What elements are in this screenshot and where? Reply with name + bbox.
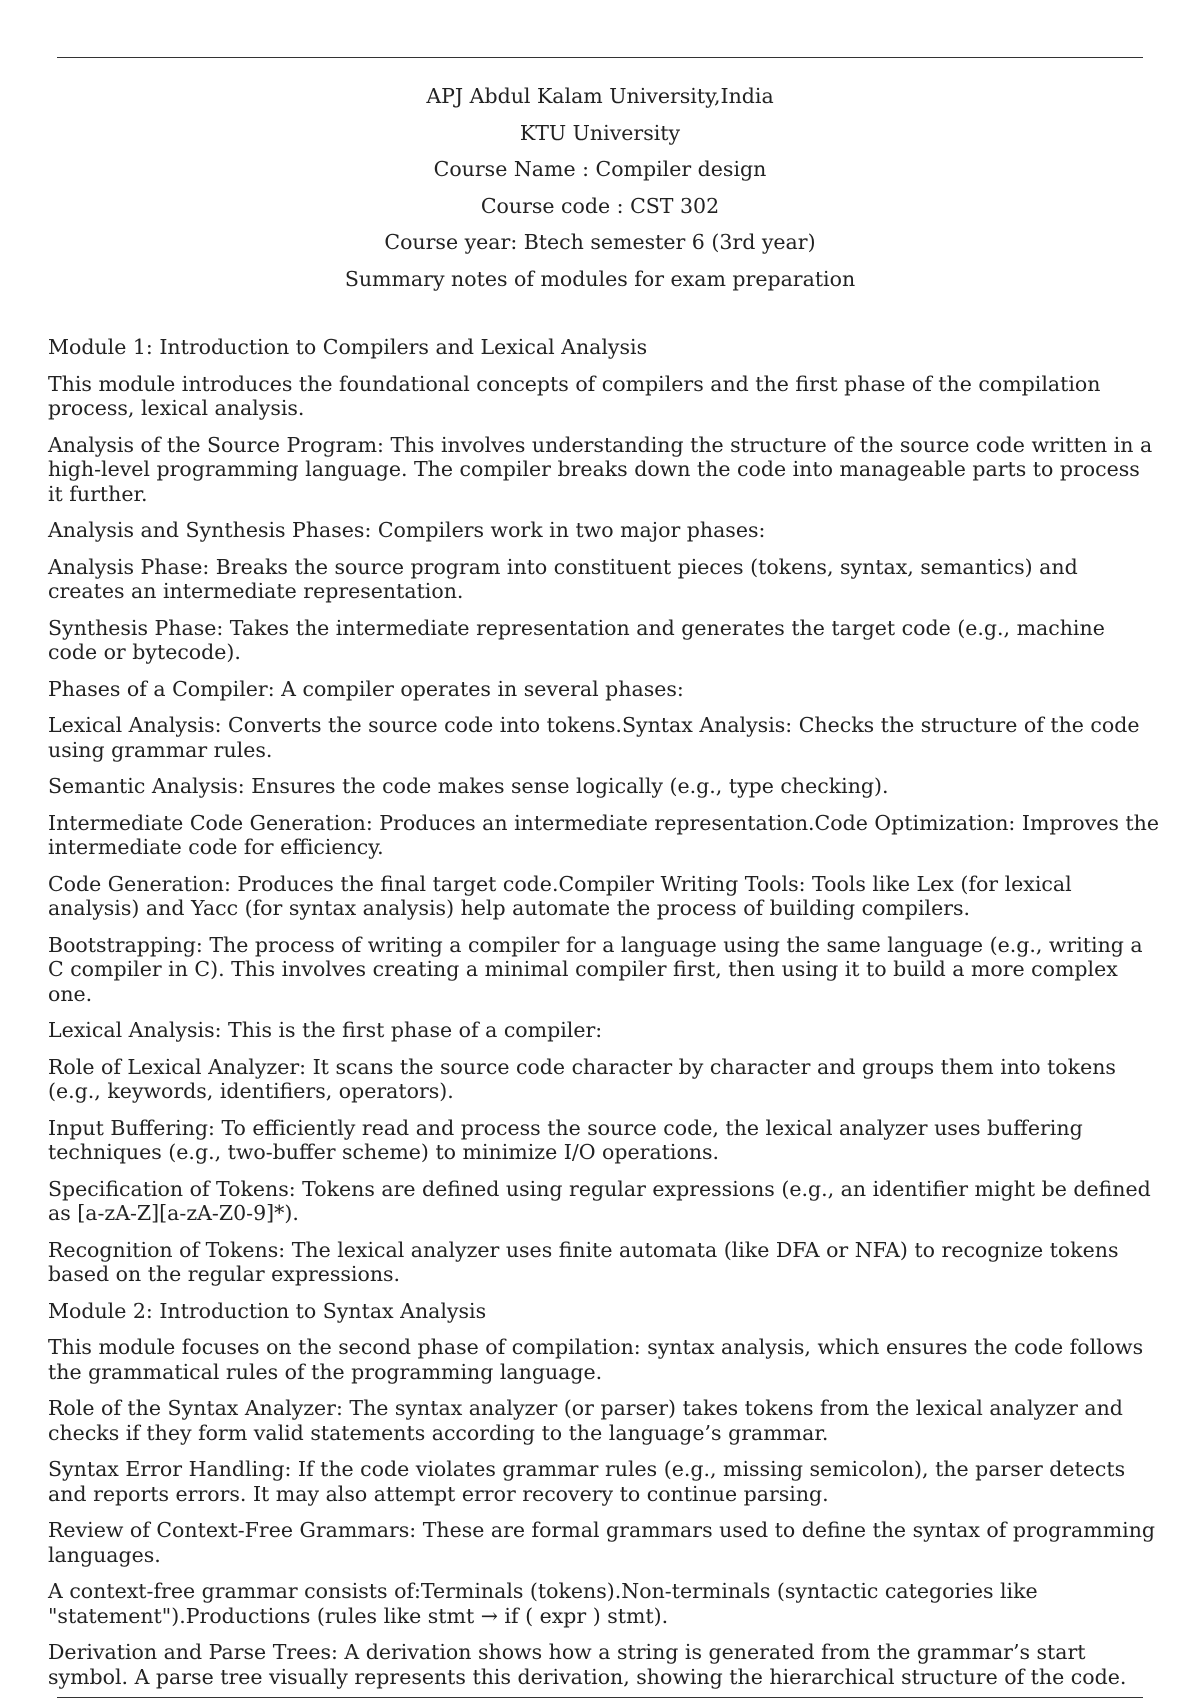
paragraph: Analysis and Synthesis Phases: Compilers work in two major phases: — [48, 518, 766, 542]
paragraph: A context-free grammar consists of:Terminals (tokens).Non-terminals (syntactic categories like "statement").Productions (rules like stmt → if ( expr ) stmt). — [48, 1579, 1038, 1628]
course-name: Course Name : Compiler design — [433, 157, 767, 181]
paragraph: Code Generation: Produces the final target code.Compiler Writing Tools: Tools like Lex (for lexical analysis) and Yacc (for syntax analysis) help automate the process of building compilers. — [48, 871, 1072, 920]
paragraph: Phases of a Compiler: A compiler operates in several phases: — [48, 676, 684, 701]
paragraph: Recognition of Tokens: The lexical analyzer uses finite automata (like DFA or NFA) to recognize tokens based on the regular expressions. — [48, 1237, 1119, 1286]
course-year: Course year: Btech semester 6 (3rd year) — [384, 230, 816, 254]
university-short-name: KTU University — [519, 120, 681, 145]
paragraph: Review of Context-Free Grammars: These are formal grammars used to define the syntax of programming languages. — [48, 1518, 1156, 1567]
paragraph: Analysis of the Source Program: This involves understanding the structure of the source code written in a high-level programming language. The compiler breaks down the code into manageable parts to process it further. — [48, 432, 1153, 506]
paragraph: Input Buffering: To efficiently read and process the source code, the lexical analyzer uses buffering techniques (e.g., two-buffer scheme) to minimize I/O operations. — [48, 1115, 1083, 1164]
bottom-rule — [57, 1697, 1143, 1698]
paragraph: Synthesis Phase: Takes the intermediate representation and generates the target code (e.g., machine code or bytecode). — [48, 615, 1105, 664]
module-2-heading: Module 2: Introduction to Syntax Analysis — [48, 1298, 487, 1323]
paragraph: Role of Lexical Analyzer: It scans the source code character by character and groups them into tokens (e.g., keywords, identifiers, operators). — [48, 1054, 1116, 1103]
paragraph: Analysis Phase: Breaks the source program into constituent pieces (tokens, syntax, semantics) and creates an intermediate representation. — [48, 554, 1078, 603]
paragraph: Semantic Analysis: Ensures the code makes sense logically (e.g., type checking). — [48, 774, 889, 798]
top-rule — [57, 57, 1143, 58]
paragraph: This module focuses on the second phase of compilation: syntax analysis, which ensures the code follows the grammatical rules of the programming language. — [48, 1335, 1144, 1384]
document-subtitle: Summary notes of modules for exam preparation — [344, 266, 856, 291]
university-name: APJ Abdul Kalam University,India — [426, 84, 774, 108]
paragraph: Lexical Analysis: This is the first phase of a compiler: — [48, 1018, 603, 1042]
paragraph: This module introduces the foundational concepts of compilers and the first phase of the compilation process, lexical analysis. — [48, 371, 1101, 420]
paragraph: Derivation and Parse Trees: A derivation shows how a string is generated from the grammar’s start symbol. A parse tree visually represents this derivation, showing the hierarchical structure of the code. — [48, 1640, 1127, 1689]
paragraph: Role of the Syntax Analyzer: The syntax analyzer (or parser) takes tokens from the lexical analyzer and checks if they form valid statements according to the language’s grammar. — [48, 1396, 1123, 1445]
course-code: Course code : CST 302 — [480, 193, 720, 218]
module-1-heading: Module 1: Introduction to Compilers and Lexical Analysis — [48, 335, 648, 359]
paragraph: Lexical Analysis: Converts the source code into tokens.Syntax Analysis: Checks the structure of the code using grammar rules. — [48, 713, 1140, 762]
paragraph: Specification of Tokens: Tokens are defined using regular expressions (e.g., an identifier might be defined as [a-zA-Z][a-zA-Z0-9]*). — [48, 1176, 1151, 1225]
document-body — [48, 335, 1160, 1701]
paragraph: Intermediate Code Generation: Produces an intermediate representation.Code Optimization: Improves the intermediate code for efficiency. — [48, 810, 1159, 859]
document-header — [0, 78, 1200, 297]
paragraph: Syntax Error Handling: If the code violates grammar rules (e.g., missing semicolon), the parser detects and reports errors. It may also attempt error recovery to continue parsing. — [48, 1457, 1126, 1506]
paragraph: Bootstrapping: The process of writing a compiler for a language using the same language (e.g., writing a C compiler in C). This involves creating a minimal compiler first, then using it to build a more complex one. — [48, 932, 1143, 1006]
